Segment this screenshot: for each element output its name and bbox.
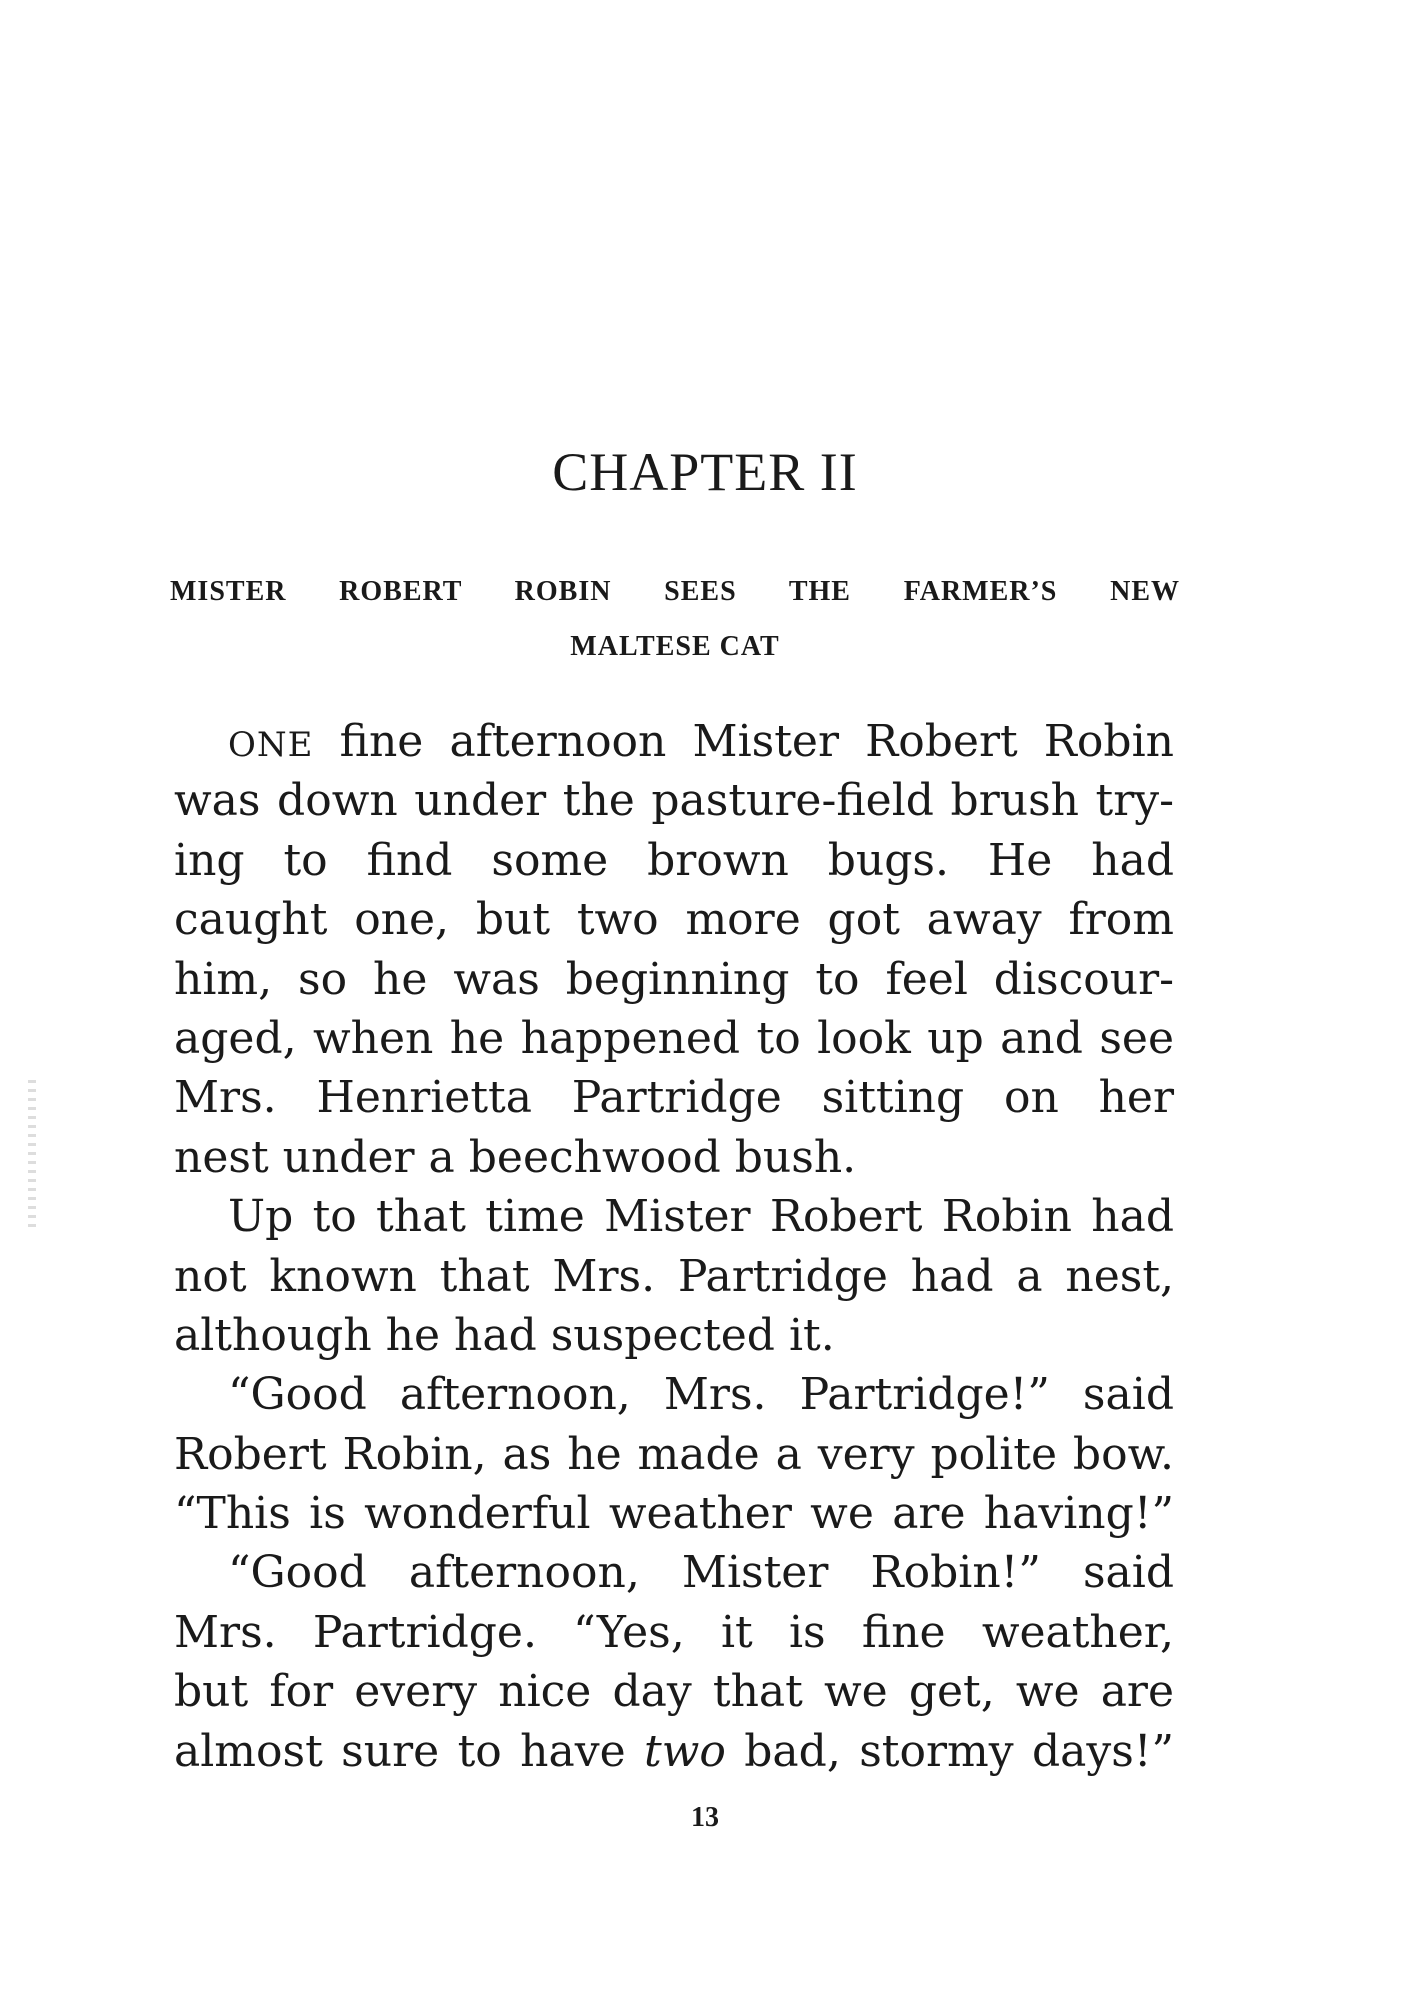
text-line-2: was down under the pasture-field brush try- [174, 775, 1174, 827]
text-line-5: him, so he was beginning to feel discour- [174, 953, 1174, 1005]
chapter-body [174, 712, 1174, 1781]
opening-small-caps: ONE [228, 725, 314, 765]
text-line-15: “Good afternoon, Mister Robin!” said [228, 1547, 1174, 1599]
text-line-13: Robert Robin, as he made a very polite bow. [174, 1428, 1174, 1480]
text-line-4: caught one, but two more got away from [174, 894, 1174, 946]
text-line-6: aged, when he happened to look up and see [174, 1012, 1174, 1064]
text-line-10: not known that Mrs. Partridge had a nest, [174, 1250, 1174, 1302]
scan-margin-marks [28, 1080, 36, 1230]
chapter-subtitle-line-1: MISTER ROBERT ROBIN SEES THE FARMER’S NEW [170, 576, 1180, 607]
text-line-7: Mrs. Henrietta Partridge sitting on her [174, 1072, 1174, 1124]
text-line-8: nest under a beechwood bush. [174, 1131, 857, 1183]
text-line-9: Up to that time Mister Robert Robin had [228, 1191, 1174, 1243]
chapter-title: CHAPTER II [552, 442, 858, 502]
text-line-11: although he had suspected it. [174, 1309, 835, 1361]
text-line-12: “Good afternoon, Mrs. Partridge!” said [228, 1369, 1174, 1421]
text-line-17: but for every nice day that we get, we are [174, 1666, 1174, 1718]
text-line-14: “This is wonderful weather we are having!” [174, 1488, 1174, 1540]
chapter-subtitle-line-2: MALTESE CAT [570, 631, 780, 662]
text-line-16: Mrs. Partridge. “Yes, it is fine weather, [174, 1606, 1174, 1658]
page-number: 13 [691, 1802, 719, 1833]
text-line-1: ONE fine afternoon Mister Robert Robin [228, 716, 1174, 767]
emphasis-text: two [644, 1725, 726, 1777]
text-line-18: almost sure to have two bad, stormy days!” [174, 1725, 1174, 1777]
text-line-3: ing to find some brown bugs. He had [174, 834, 1174, 886]
